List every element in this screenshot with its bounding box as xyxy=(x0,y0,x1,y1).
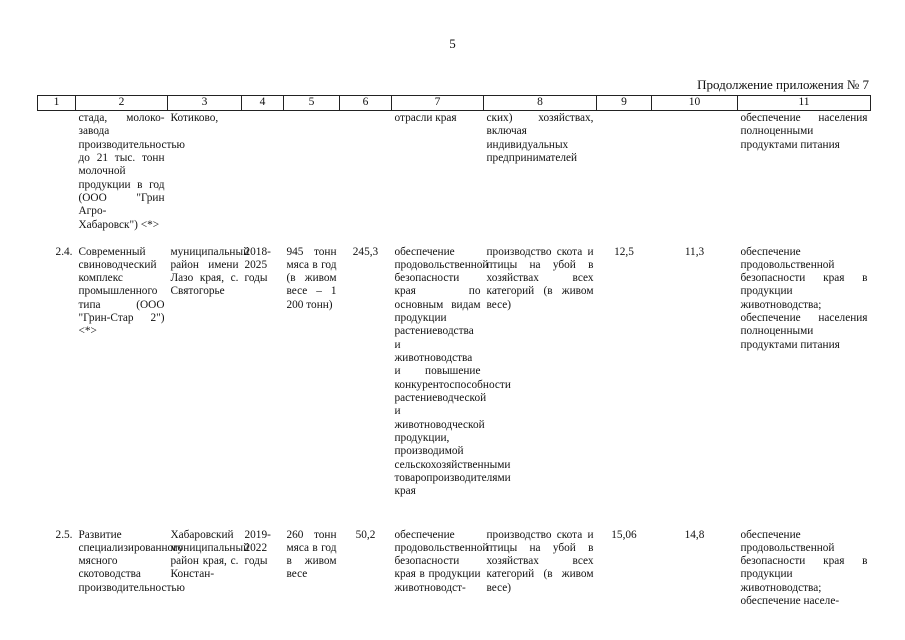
effect-line: обеспечение населения полноценными продуктами питания xyxy=(740,312,868,351)
table-row xyxy=(38,245,871,528)
column-header: 8 xyxy=(484,96,597,111)
row-number: 2.5. xyxy=(55,528,73,541)
effect-line: обеспечение населе- xyxy=(740,595,840,608)
page-number: 5 xyxy=(449,36,456,51)
project-investment xyxy=(340,111,392,245)
column-header: 5 xyxy=(284,96,340,111)
project-effect xyxy=(738,245,871,528)
table-row xyxy=(38,111,871,245)
indicator-value-b xyxy=(652,111,738,245)
project-capacity xyxy=(284,111,340,245)
column-header: 4 xyxy=(242,96,284,111)
project-effect: обеспечение населения полноценными продуктами питания xyxy=(740,112,868,151)
effect-line: обеспечение продовольственной безопасности края в продукции животноводства; xyxy=(740,245,868,311)
project-capacity: 260 тонн мяса в год в живом весе xyxy=(286,528,337,581)
column-header: 2 xyxy=(76,96,168,111)
effect-line: обеспечение продовольственной безопасности края в продукции животноводства; xyxy=(740,528,868,594)
project-location: Котиково, xyxy=(170,112,219,124)
project-indicator: производство скота и птицы на убой в хозяйствах всех категорий (в живом весе) xyxy=(486,528,594,594)
project-indicator: производство скота и птицы на убой в хозяйствах всех категорий (в живом весе) xyxy=(486,245,594,311)
table-header-row xyxy=(38,96,871,111)
indicator-value-a: 12,5 xyxy=(614,245,634,258)
project-period: 2019-2022 годы xyxy=(244,528,271,568)
column-header: 7 xyxy=(392,96,484,111)
table-row xyxy=(38,528,871,611)
column-header: 9 xyxy=(597,96,652,111)
project-investment: 50,2 xyxy=(355,528,376,541)
column-header: 6 xyxy=(340,96,392,111)
column-header: 10 xyxy=(652,96,738,111)
indicator-value-b: 11,3 xyxy=(684,245,705,258)
project-period: 2018-2025 годы xyxy=(244,245,271,285)
project-location: Хабаровский муниципальный район края, с. Констан- xyxy=(170,528,250,581)
project-indicator: ских) хозяйствах, включая индивидуальных предпринимателей xyxy=(486,112,594,164)
indicator-value-a xyxy=(597,111,652,245)
project-period xyxy=(242,111,284,245)
project-name: Развитие специализированного мясного скотоводства производительностью xyxy=(78,528,185,594)
column-header: 1 xyxy=(38,96,76,111)
project-name: Современный свиноводческий комплекс промышленного типа (ООО "Грин-Стар 2") <*> xyxy=(78,245,165,338)
column-header: 11 xyxy=(738,96,871,111)
project-table xyxy=(37,95,871,610)
project-location: муниципальный район имени Лазо края, с. Святогорье xyxy=(170,245,250,298)
project-capacity: 945 тонн мяса в год (в живом весе – 1 200 тонн) xyxy=(286,245,337,311)
indicator-value-a: 15,06 xyxy=(611,528,637,541)
row-number xyxy=(38,111,76,245)
project-goal: отрасли края xyxy=(394,112,457,124)
project-goal: обеспечение продовольственной безопасности края по основным видам продукции растениеводства и животноводства и повышение конкурентоспособности растениеводческой и животноводческой продукции, производимой сельскохозяйственными товаропроизводителями края xyxy=(394,245,511,498)
row-number: 2.4. xyxy=(55,245,73,258)
project-goal: обеспечение продовольственной безопасности края в продукции животноводст- xyxy=(394,528,489,594)
project-name: стада, молоко-завода производительностью до 21 тыс. тонн молочной продукции в год (ООО "Грин Агро-Хабаровск") <*> xyxy=(78,112,185,231)
continuation-label: Продолжение приложения № 7 xyxy=(697,77,869,92)
project-effect xyxy=(738,528,871,611)
indicator-value-b: 14,8 xyxy=(684,528,705,541)
column-header: 3 xyxy=(168,96,242,111)
project-investment: 245,3 xyxy=(352,245,379,258)
